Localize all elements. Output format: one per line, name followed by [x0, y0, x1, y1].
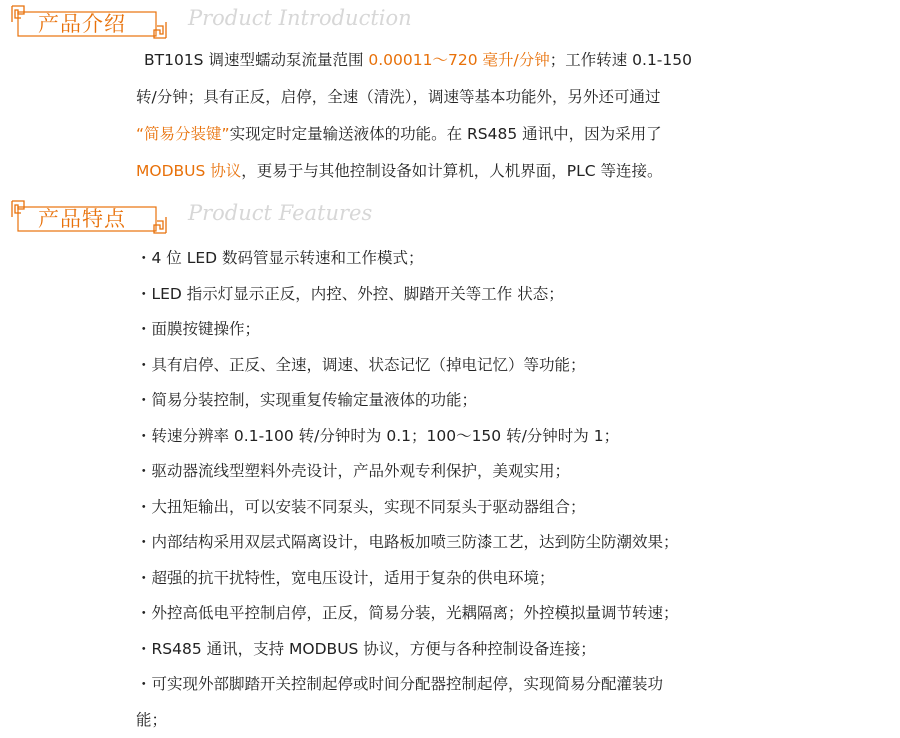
features-list — [136, 241, 776, 738]
features-heading — [10, 199, 430, 239]
feature-item-continuation: 能； — [136, 703, 776, 738]
heading-frame-ornament — [10, 199, 168, 235]
feature-item: ・RS485 通讯，支持 MODBUS 协议，方便与各种控制设备连接； — [136, 632, 776, 668]
intro-heading — [10, 4, 430, 44]
intro-paragraph — [136, 42, 776, 190]
flow-range-highlight: 0.00011～720 毫升/分钟 — [368, 51, 549, 69]
dispense-key-highlight: “简易分装键” — [136, 125, 230, 143]
intro-text: BT101S 调速型蠕动泵流量范围 — [144, 51, 368, 69]
intro-line — [136, 79, 776, 116]
heading-frame-ornament — [10, 4, 168, 40]
feature-item: ・大扭矩输出，可以安装不同泵头，实现不同泵头于驱动器组合； — [136, 490, 776, 526]
section-title-english: Product Introduction — [188, 6, 412, 30]
intro-text: ，更易于与其他控制设备如计算机，人机界面，PLC 等连接。 — [241, 162, 662, 180]
feature-item: ・驱动器流线型塑料外壳设计，产品外观专利保护，美观实用； — [136, 454, 776, 490]
feature-item: ・可实现外部脚踏开关控制起停或时间分配器控制起停，实现简易分配灌装功 — [136, 667, 776, 703]
intro-line — [136, 153, 776, 190]
feature-item: ・超强的抗干扰特性，宽电压设计，适用于复杂的供电环境； — [136, 561, 776, 597]
feature-item: ・转速分辨率 0.1-100 转/分钟时为 0.1；100～150 转/分钟时为 1； — [136, 419, 776, 455]
feature-item: ・面膜按键操作； — [136, 312, 776, 348]
feature-item: ・LED 指示灯显示正反，内控、外控、脚踏开关等工作 状态； — [136, 277, 776, 313]
intro-text: ；工作转速 0.1-150 — [550, 51, 692, 69]
feature-item: ・简易分装控制，实现重复传输定量液体的功能； — [136, 383, 776, 419]
section-title: 产品特点 — [38, 203, 126, 233]
feature-item: ・具有启停、正反、全速，调速、状态记忆（掉电记忆）等功能； — [136, 348, 776, 384]
intro-text: 实现定时定量输送液体的功能。在 RS485 通讯中，因为采用了 — [230, 125, 662, 143]
feature-item: ・4 位 LED 数码管显示转速和工作模式； — [136, 241, 776, 277]
feature-item: ・内部结构采用双层式隔离设计，电路板加喷三防漆工艺，达到防尘防潮效果； — [136, 525, 776, 561]
intro-text: 转/分钟；具有正反，启停，全速（清洗），调速等基本功能外，另外还可通过 — [136, 88, 660, 106]
section-title-english: Product Features — [188, 201, 372, 225]
feature-item: ・外控高低电平控制启停，正反，简易分装，光耦隔离；外控模拟量调节转速； — [136, 596, 776, 632]
intro-line — [136, 116, 776, 153]
section-title: 产品介绍 — [38, 8, 126, 38]
intro-line — [136, 42, 776, 79]
modbus-highlight: MODBUS 协议 — [136, 162, 241, 180]
